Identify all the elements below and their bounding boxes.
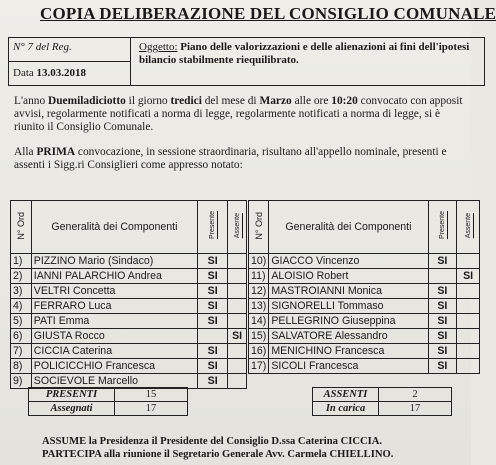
member-row	[249, 284, 480, 299]
member-row	[249, 254, 480, 269]
intro-line-1: L'anno Duemiladiciotto il giorno tredici del mese di Marzo alle ore 10:20 convocato con apposit	[14, 95, 463, 107]
member-number: 17)	[249, 359, 269, 374]
name-header: Generalità dei Componenti	[31, 201, 197, 254]
member-name: PELLEGRINO Giuseppina	[269, 314, 428, 329]
presidency-line: ASSUME la Presidenza il Presidente del Consiglio D.ssa Caterina CICCIA.	[42, 436, 383, 447]
absent-mark	[457, 299, 480, 314]
member-name: SALVATORE Alessandro	[269, 329, 428, 344]
member-number: 4)	[11, 299, 32, 314]
absent-mark	[228, 254, 247, 269]
session-line-1: Alla PRIMA convocazione, in sessione straordinaria, risultano all'appello nominale, presenti e	[14, 146, 447, 158]
assegnati-row	[29, 402, 188, 416]
secretary-line: PARTECIPA alla riunione il Segretario Generale Avv. Carmela CHIELLINO.	[42, 449, 394, 460]
presenti-label: PRESENTI	[29, 388, 115, 402]
table-header-row	[11, 201, 247, 254]
assenti-label: ASSENTI	[313, 388, 379, 402]
presenti-row	[29, 388, 188, 402]
member-name: VELTRI Concetta	[31, 284, 197, 299]
absent-header: Assente	[233, 212, 241, 239]
absent-mark	[228, 374, 247, 389]
present-mark: SI	[198, 344, 228, 359]
intro-line-3: riunito il Consiglio Comunale.	[14, 121, 154, 133]
absent-mark	[228, 284, 247, 299]
in-carica-label: In carica	[313, 402, 379, 416]
ord-header: N° Ord	[15, 211, 26, 240]
present-mark: SI	[428, 284, 457, 299]
absent-mark	[457, 314, 480, 329]
member-row	[11, 329, 247, 344]
in-carica-value: 17	[379, 402, 452, 416]
attendance-table-right	[248, 200, 480, 374]
deliberation-date: Data 13.03.2018	[13, 67, 87, 79]
member-row	[11, 254, 247, 269]
member-name: PIZZINO Mario (Sindaco)	[31, 254, 197, 269]
intro-paragraph	[14, 95, 484, 134]
absent-mark	[228, 299, 247, 314]
member-row	[249, 314, 480, 329]
present-mark	[428, 269, 457, 284]
member-row	[249, 329, 480, 344]
member-name: MASTROIANNI Monica	[269, 284, 428, 299]
member-number: 12)	[249, 284, 269, 299]
member-row	[249, 359, 480, 374]
member-name: ALOISIO Robert	[269, 269, 428, 284]
absent-mark: SI	[457, 269, 480, 284]
present-mark: SI	[198, 254, 228, 269]
summary-absent	[312, 387, 452, 416]
present-mark	[198, 329, 228, 344]
absent-mark	[228, 359, 247, 374]
assegnati-value: 17	[115, 402, 188, 416]
absent-mark	[228, 314, 247, 329]
member-name: PATI Emma	[31, 314, 197, 329]
presenti-value: 15	[115, 388, 188, 402]
absent-header: Assente	[464, 212, 472, 239]
member-row	[11, 269, 247, 284]
member-number: 1)	[11, 254, 32, 269]
session-paragraph	[14, 146, 484, 172]
member-row	[11, 284, 247, 299]
present-mark: SI	[198, 299, 228, 314]
member-number: 6)	[11, 329, 32, 344]
subject-line-2: bilancio stabilmente riequilibrato.	[139, 54, 299, 66]
absent-mark	[228, 269, 247, 284]
subject-line-1: Piano delle valorizzazioni e delle alienazioni ai fini dell'ipotesi	[180, 41, 470, 53]
present-mark: SI	[428, 359, 457, 374]
member-row	[249, 299, 480, 314]
absent-mark	[457, 359, 480, 374]
present-mark: SI	[198, 374, 228, 389]
member-number: 8)	[11, 359, 32, 374]
subject-cell	[139, 41, 479, 67]
member-number: 16)	[249, 344, 269, 359]
subject-label: Oggetto:	[139, 41, 178, 53]
member-name: GIUSTA Rocco	[31, 329, 197, 344]
absent-mark	[457, 329, 480, 344]
present-header: Presente	[209, 211, 217, 240]
absent-mark	[457, 254, 480, 269]
present-mark: SI	[198, 359, 228, 374]
member-number: 5)	[11, 314, 32, 329]
assenti-row	[313, 388, 452, 402]
present-mark: SI	[428, 299, 457, 314]
header-box	[8, 37, 485, 86]
member-number: 7)	[11, 344, 32, 359]
register-number: N° 7 del Reg.	[13, 41, 72, 53]
present-mark: SI	[428, 329, 457, 344]
present-mark: SI	[198, 314, 228, 329]
summary-present	[28, 387, 188, 416]
intro-line-2: avvisi, regolarmente notificati a norma di legge, regolarmente notificati a norma di legge, si è	[14, 108, 441, 120]
member-number: 15)	[249, 329, 269, 344]
member-name: MENICHINO Francesca	[269, 344, 428, 359]
present-mark: SI	[428, 314, 457, 329]
present-header: Presente	[438, 211, 446, 240]
absent-mark	[228, 344, 247, 359]
member-number: 13)	[249, 299, 269, 314]
member-name: IANNI PALARCHIO Andrea	[31, 269, 197, 284]
member-row	[11, 359, 247, 374]
table-header-row	[249, 201, 480, 254]
assegnati-label: Assegnati	[29, 402, 115, 416]
session-line-2: assenti i Sigg.ri Consiglieri come appresso notato:	[14, 159, 243, 171]
member-row	[249, 269, 480, 284]
member-number: 11)	[249, 269, 269, 284]
member-name: SOCIEVOLE Marcello	[31, 374, 197, 389]
member-row	[11, 344, 247, 359]
ord-header: N° Ord	[253, 211, 264, 240]
in-carica-row	[313, 402, 452, 416]
absent-mark	[457, 284, 480, 299]
member-row	[249, 344, 480, 359]
member-name: SICOLI Francesca	[269, 359, 428, 374]
member-name: GIACCO Vincenzo	[269, 254, 428, 269]
absent-mark	[457, 344, 480, 359]
member-row	[11, 299, 247, 314]
document-title: COPIA DELIBERAZIONE DEL CONSIGLIO COMUNALE	[40, 4, 496, 23]
member-number: 10)	[249, 254, 269, 269]
present-mark: SI	[428, 254, 457, 269]
header-divider	[9, 61, 130, 62]
header-left-cell	[9, 38, 131, 85]
member-number: 2)	[11, 269, 32, 284]
present-mark: SI	[428, 344, 457, 359]
member-row	[11, 314, 247, 329]
member-number: 9)	[11, 374, 32, 389]
absent-mark: SI	[228, 329, 247, 344]
member-name: CICCIA Caterina	[31, 344, 197, 359]
member-number: 3)	[11, 284, 32, 299]
assenti-value: 2	[379, 388, 452, 402]
member-name: SIGNORELLI Tommaso	[269, 299, 428, 314]
member-number: 14)	[249, 314, 269, 329]
member-name: POLICICCHIO Francesca	[31, 359, 197, 374]
attendance-table-left	[10, 200, 247, 389]
present-mark: SI	[198, 284, 228, 299]
member-name: FERRARO Luca	[31, 299, 197, 314]
present-mark: SI	[198, 269, 228, 284]
name-header: Generalità dei Componenti	[269, 201, 428, 254]
